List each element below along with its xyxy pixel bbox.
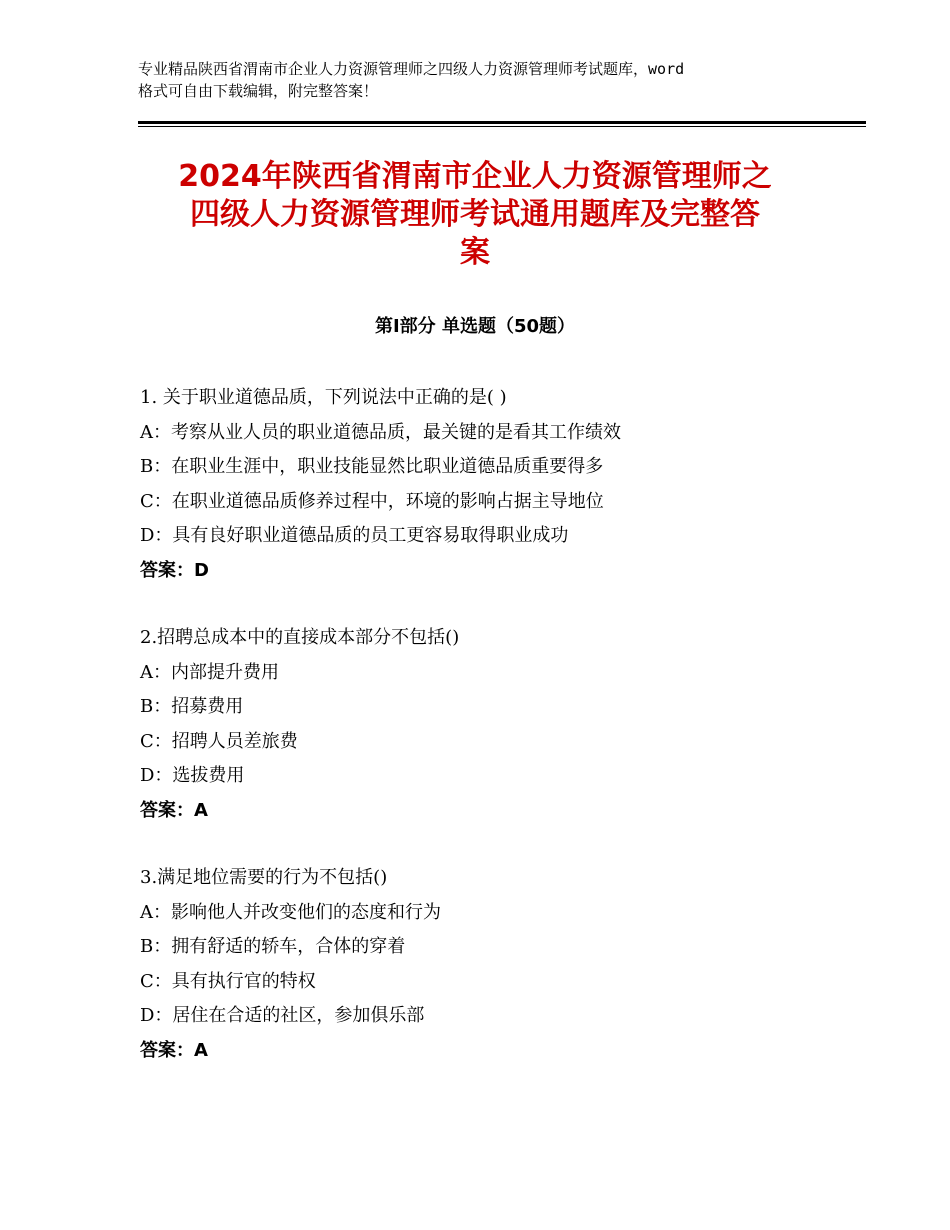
header-note-line: 格式可自由下载编辑，附完整答案！	[138, 82, 379, 100]
title-line: 四级人力资源管理师考试通用题库及完整答	[190, 197, 760, 232]
question-stem: 2.招聘总成本中的直接成本部分不包括()	[140, 627, 460, 648]
answer: 答案：A	[140, 799, 208, 821]
title-line: 案	[460, 235, 490, 270]
answer: 答案：A	[140, 1039, 208, 1061]
section-heading: 第Ⅰ部分 单选题（50题）	[374, 316, 575, 337]
option-b: B：拥有舒适的轿车，合体的穿着	[140, 936, 406, 957]
question-list	[140, 381, 860, 1101]
option-b: B：在职业生涯中，职业技能显然比职业道德品质重要得多	[140, 456, 604, 477]
question-1	[140, 381, 860, 588]
option-a: A：考察从业人员的职业道德品质，最关键的是看其工作绩效	[140, 421, 621, 443]
title-line: 2024年陕西省渭南市企业人力资源管理师之	[178, 159, 772, 194]
option-d: D：选拔费用	[140, 765, 245, 786]
header-note-line: 专业精品陕西省渭南市企业人力资源管理师之四级人力资源管理师考试题库，word	[138, 60, 685, 78]
header-divider-thick	[138, 121, 866, 124]
answer: 答案：D	[140, 559, 209, 581]
option-a: A：影响他人并改变他们的态度和行为	[140, 901, 441, 923]
question-3	[140, 861, 860, 1068]
question-stem: 3.满足地位需要的行为不包括()	[140, 867, 388, 888]
option-c: C：具有执行官的特权	[140, 970, 316, 992]
option-d: D：居住在合适的社区，参加俱乐部	[140, 1005, 425, 1026]
header-note	[138, 58, 828, 102]
header-divider-thin	[138, 126, 866, 127]
option-b: B：招募费用	[140, 696, 244, 717]
option-c: C：招聘人员差旅费	[140, 730, 298, 752]
question-2	[140, 621, 860, 828]
option-c: C：在职业道德品质修养过程中，环境的影响占据主导地位	[140, 490, 604, 512]
question-stem: 1. 关于职业道德品质，下列说法中正确的是( )	[140, 387, 507, 408]
document-title	[90, 158, 860, 272]
option-a: A：内部提升费用	[140, 661, 279, 683]
option-d: D：具有良好职业道德品质的员工更容易取得职业成功	[140, 525, 569, 546]
